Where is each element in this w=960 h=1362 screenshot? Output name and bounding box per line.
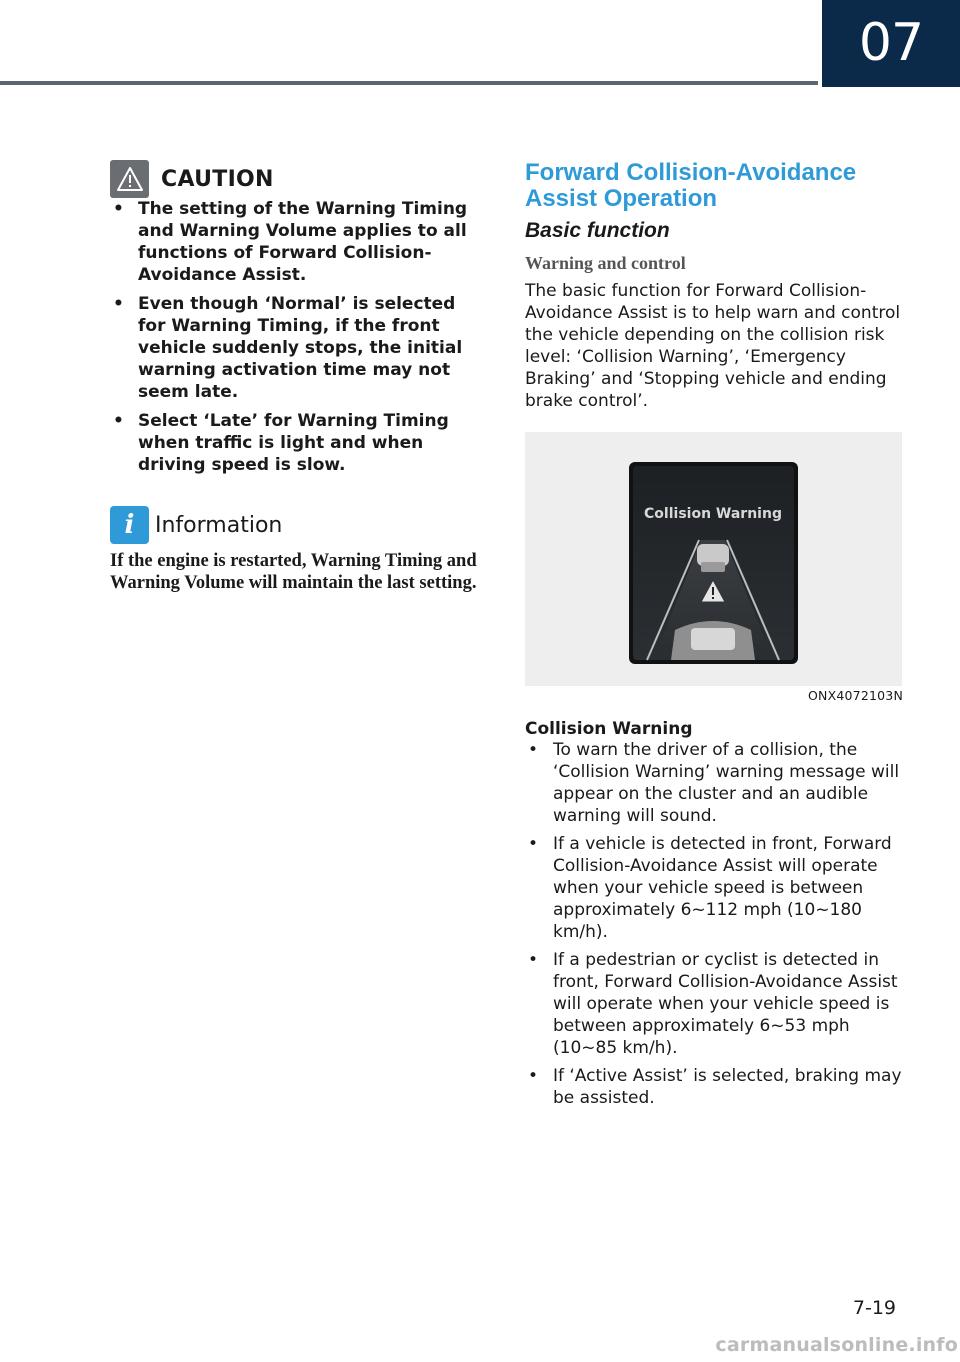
collision-warning-item: • To warn the driver of a collision, the ‘Collision Warning’ warning message will appear on the cluster and an audible warning will sound. (525, 739, 903, 827)
information-text: If the engine is restarted, Warning Timing and Warning Volume will maintain the last setting. (110, 551, 477, 593)
section-title: Forward Collision-Avoidance Assist Operation (525, 159, 857, 212)
information-header (110, 506, 488, 544)
caution-list (110, 198, 488, 476)
section-subtitle: Basic function (525, 219, 670, 242)
screen-message: Collision Warning (644, 506, 782, 522)
chapter-tab: 07 (822, 0, 960, 87)
section-body: The basic function for Forward Collision-Avoidance Assist is to help warn and control the vehicle depending on the collision risk level: ‘Collision Warning’, ‘Emergency Braking’ and ‘Stopping vehicle and ending brake control’. (525, 281, 901, 411)
warning-triangle-icon (110, 160, 149, 198)
caution-title: CAUTION (161, 166, 274, 192)
section-subsubtitle: Warning and control (525, 253, 686, 273)
left-column (110, 160, 488, 594)
caution-item: • The setting of the Warning Timing and Warning Volume applies to all functions of Forward Collision-Avoidance Assist. (110, 198, 488, 286)
collision-warning-item: • If a pedestrian or cyclist is detected in front, Forward Collision-Avoidance Assist will operate when your vehicle speed is between approximately 6~53 mph (10~85 km/h). (525, 949, 903, 1059)
header-rule (0, 81, 818, 85)
caution-item: • Even though ‘Normal’ is selected for Warning Timing, if the front vehicle suddenly stops, the initial warning activation time may not seem late. (110, 293, 488, 403)
collision-warning-list (525, 739, 903, 1109)
caution-item: • Select ‘Late’ for Warning Timing when traffic is light and when driving speed is slow. (110, 410, 488, 476)
right-column (525, 160, 903, 1115)
page-number: 7-19 (852, 1297, 896, 1319)
collision-warning-heading: Collision Warning (525, 719, 693, 739)
figure-code: ONX4072103N (808, 688, 903, 703)
caution-header (110, 160, 488, 198)
collision-warning-item: • If a vehicle is detected in front, Forward Collision-Avoidance Assist will operate when your vehicle speed is between approximately 6~112 mph (10~180 km/h). (525, 833, 903, 943)
collision-warning-item: • If ‘Active Assist’ is selected, braking may be assisted. (525, 1065, 903, 1109)
watermark: carmanualsonline.info (715, 1334, 958, 1356)
cluster-figure (525, 432, 902, 686)
info-icon: i (110, 506, 149, 544)
cluster-display-illustration (525, 432, 902, 686)
information-title: Information (155, 512, 283, 538)
